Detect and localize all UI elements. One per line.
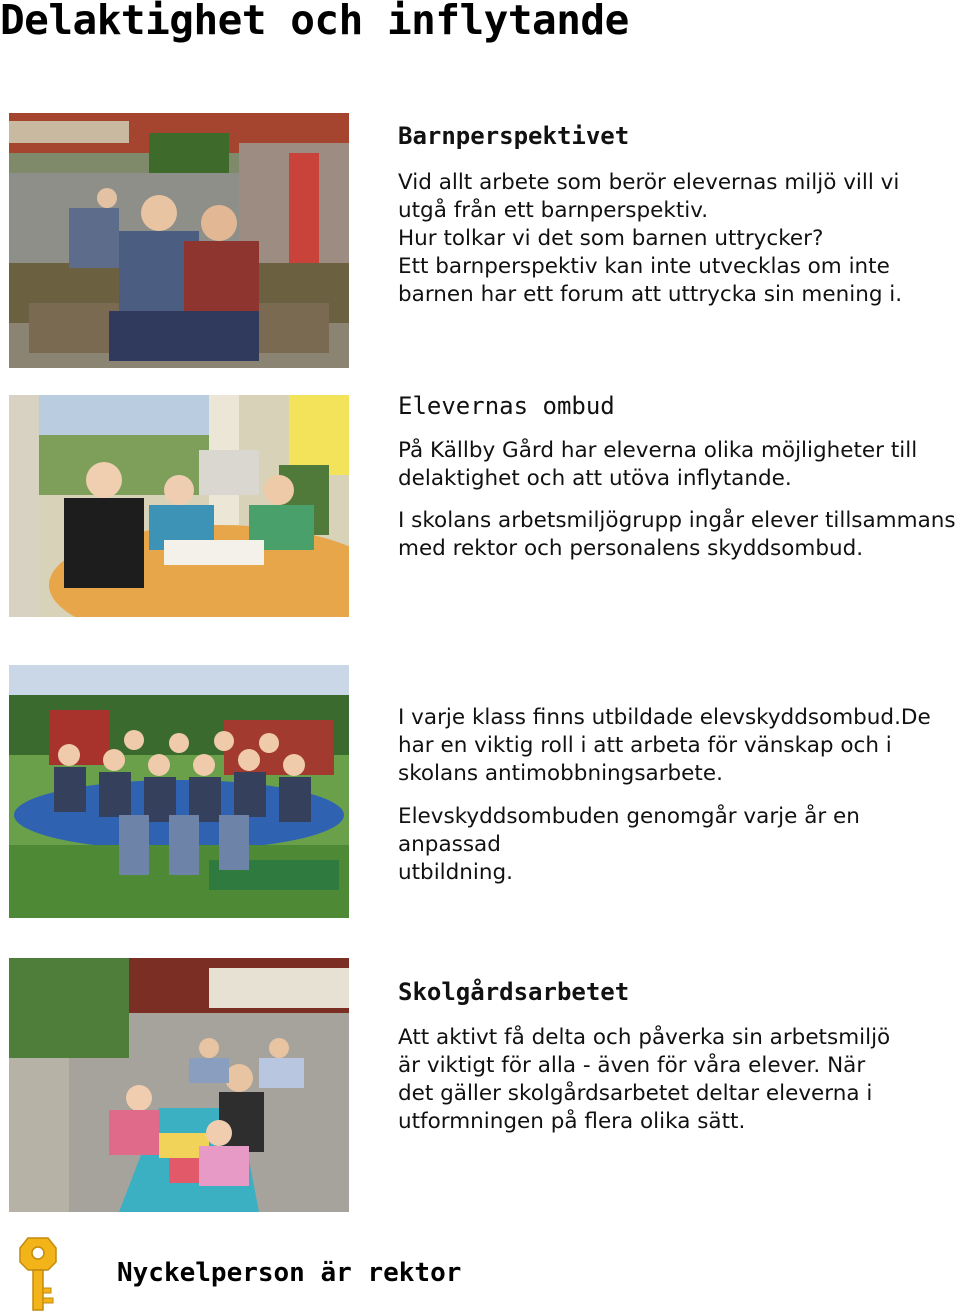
section-heading: Skolgårdsarbetet [398, 978, 630, 1006]
section-elevernas-ombud [398, 391, 958, 563]
photo-classroom-table [9, 395, 349, 617]
section-heading: Elevernas ombud [398, 392, 615, 420]
section-paragraph: I varje klass finns utbildade elevskyddsombud.De har en viktig roll i att arbeta för vänskap och i skolans antimobbningsarbete. [398, 705, 931, 786]
section-heading: Barnperspektivet [398, 122, 630, 150]
photo-elevskyddsombud-group [9, 665, 349, 918]
section-paragraph: Att aktivt få delta och påverka sin arbetsmiljö är viktigt för alla - även för våra elever. När det gäller skolgårdsarbetet deltar eleverna i utformningen på flera olika sätt. [398, 1025, 891, 1134]
footer-key-person: Nyckelperson är rektor [117, 1258, 462, 1288]
photo-schoolyard-painting [9, 958, 349, 1212]
section-paragraph: I skolans arbetsmiljögrupp ingår elever tillsammans med rektor och personalens skyddsombud. [398, 508, 956, 561]
section-skolgardsarbetet [398, 977, 958, 1136]
section-barnperspektivet [398, 121, 958, 309]
photo-children-on-bench [9, 113, 349, 368]
section-elevskyddsombud [398, 704, 958, 887]
key-icon [18, 1236, 58, 1312]
section-paragraph: På Källby Gård har eleverna olika möjligheter till delaktighet och att utöva inflytande. [398, 438, 918, 491]
section-paragraph: Elevskyddsombuden genomgår varje år en anpassad utbildning. [398, 804, 860, 885]
section-paragraph: Vid allt arbete som berör elevernas miljö vill vi utgå från ett barnperspektiv. Hur tolkar vi det som barnen uttrycker? Ett barnperspektiv kan inte utvecklas om inte barnen har ett forum att uttrycka sin mening i. [398, 170, 903, 307]
page-title: Delaktighet och inflytande [0, 0, 629, 44]
